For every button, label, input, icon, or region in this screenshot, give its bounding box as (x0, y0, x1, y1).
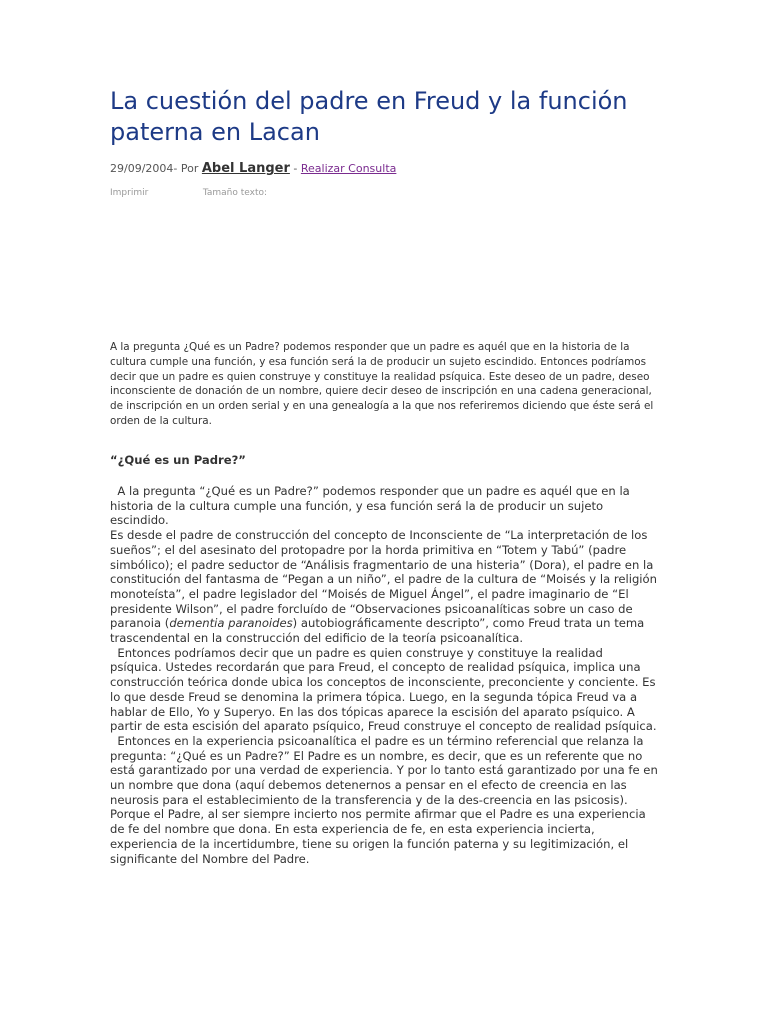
body-text: Es desde el padre de construcción del concepto de Inconsciente de “La interpretación de los sueños”; el del asesinato del protopadre por la horda primitiva en “Totem y Tabú” (padre simbólico); el padre seductor de “Análisis fragmentario de una histeria” (Dora), el padre en la constitución del fantasma de “Pegan a un niño”, el padre de la cultura de “Moisés y la religión monoteísta”, el padre legislador del “Moisés de Miguel Ángel”, el padre imaginario de “El presidente Wilson”, el padre forcluído de “Observaciones psicoanalíticas sobre un caso de paranoia ( (110, 528, 657, 631)
emphasis-text: dementia paranoides (169, 616, 293, 631)
article-tools (110, 186, 267, 200)
print-link[interactable]: Imprimir (110, 188, 149, 198)
byline-separator: - (293, 162, 298, 175)
date-prefix: 29/09/2004- Por (110, 162, 199, 175)
author-link[interactable]: Abel Langer (201, 161, 290, 176)
body-paragraph: Entonces en la experiencia psicoanalítica el padre es un término referencial que relanza la pregunta: “¿Qué es un Padre?” El Padre es un nombre, es decir, que es un referente que no está garantizado por una verdad de experiencia. Y por lo tanto está garantizado por una fe en un nombre que dona (aquí debemos detenernos a pensar en el efecto de creencia en las neurosis para el establecimiento de la transferencia y de la des-creencia en las psicosis). Porque el Padre, al ser siempre incierto nos permite afirmar que el Padre es una experiencia de fe del nombre que dona. En esta experiencia de fe, en esta experiencia incierta, experiencia de la incertidumbre, tiene su origen la función paterna y su legitimización, el significante del Nombre del Padre. (110, 733, 658, 866)
intro-paragraph: A la pregunta ¿Qué es un Padre? podemos responder que un padre es aquél que en la historia de la cultura cumple una función, y esa función será la de producir un sujeto escindido. Entonces podríamos decir que un padre es quien construye y constituye la realidad psíquica. Este deseo de un padre, deseo inconsciente de donación de un nombre, quiere decir deseo de inscripción en una cadena generacional, de inscripción en un orden serial y en una genealogía a la que nos referiremos diciendo que éste será el orden de la cultura. (110, 341, 654, 427)
section-heading: “¿Qué es un Padre?” (110, 453, 246, 467)
body-paragraph (110, 528, 658, 646)
article-body (110, 484, 658, 866)
consult-link[interactable]: Realizar Consulta (300, 162, 397, 175)
body-paragraph: Entonces podríamos decir que un padre es quien construye y constituye la realidad psíquica. Ustedes recordarán que para Freud, el concepto de realidad psíquica, implica una construcción teórica donde ubica los conceptos de inconsciente, preconciente y conciente. Es lo que desde Freud se denomina la primera tópica. Luego, en la segunda tópica Freud va a hablar de Ello, Yo y Superyo. En las dos tópicas aparece la escisión del aparato psíquico. A partir de esta escisión del aparato psíquico, Freud construye el concepto de realidad psíquica. (110, 645, 657, 734)
text-size-label: Tamaño texto: (202, 188, 268, 198)
byline (110, 160, 396, 178)
page-title: La cuestión del padre en Freud y la función paterna en Lacan (110, 87, 628, 146)
body-text: ) autobiográficamente descripto”, como Freud trata un tema trascendental en la construcción del edificio de la teoría psicoanalítica. (110, 616, 645, 646)
body-paragraph: A la pregunta “¿Qué es un Padre?” podemos responder que un padre es aquél que en la historia de la cultura cumple una función, y esa función será la de producir un sujeto escindido. (110, 484, 630, 528)
